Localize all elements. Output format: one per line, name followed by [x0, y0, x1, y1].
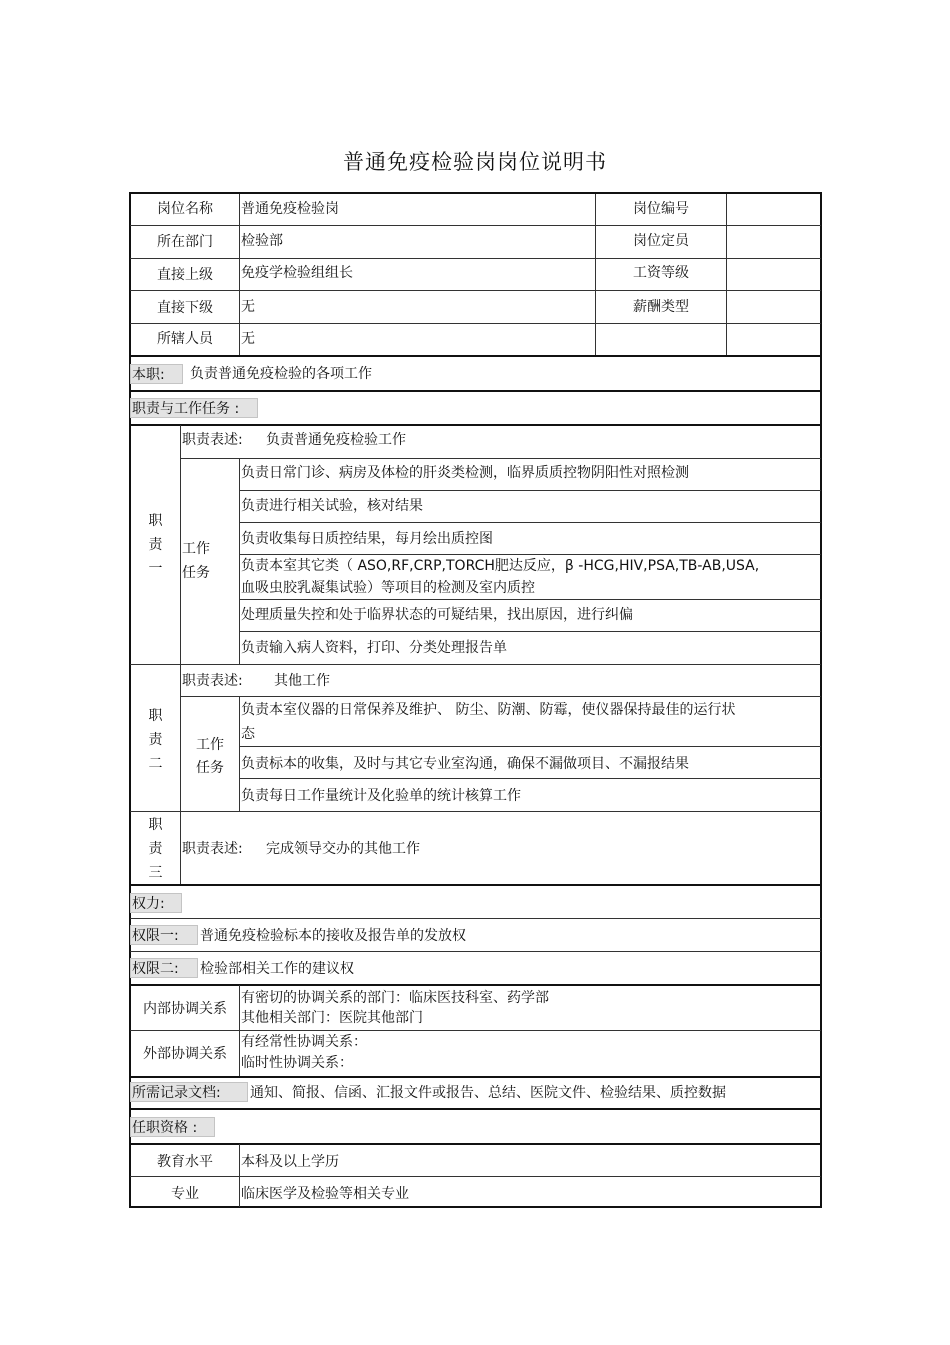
pay-type-label: 薪酬类型	[633, 299, 689, 315]
duty2-task-label-1: 工作	[196, 737, 224, 753]
power-label: 权力:	[130, 893, 182, 913]
position-name-value: 普通免疫检验岗	[241, 201, 339, 217]
duty1-task-2: 负责进行相关试验，核对结果	[241, 498, 423, 514]
duty2-char-3: 二	[148, 756, 163, 772]
duty1-task-4-cont: 血吸虫胶乳凝集试验）等项目的检测及室内质控	[241, 580, 535, 596]
internal-coord-line-1: 有密切的协调关系的部门：临床医技科室、药学部	[241, 990, 549, 1006]
main-duty-label: 本职:	[130, 364, 183, 384]
duty2-desc-label: 职责表述:	[182, 673, 243, 689]
major-label: 专业	[171, 1186, 199, 1202]
power1-label: 权限一:	[130, 925, 198, 945]
duty1-task-label-2: 任务	[182, 565, 210, 581]
major-value: 临床医学及检验等相关专业	[241, 1186, 409, 1202]
records-label: 所需记录文档:	[130, 1082, 248, 1102]
subordinate-label: 直接下级	[157, 300, 213, 316]
subordinate-value: 无	[241, 299, 255, 315]
duty2-char-1: 职	[148, 708, 163, 724]
duty2-desc: 其他工作	[274, 673, 330, 689]
education-value: 本科及以上学历	[241, 1154, 339, 1170]
main-duty-value: 负责普通免疫检验的各项工作	[190, 366, 372, 382]
duty3-desc-label: 职责表述:	[182, 841, 243, 857]
duty3-desc: 完成领导交办的其他工作	[266, 841, 420, 857]
duty1-task-1: 负责日常门诊、病房及体检的肝炎类检测，临界质质控物阴阳性对照检测	[241, 465, 689, 481]
department-label: 所在部门	[157, 234, 213, 250]
records-value: 通知、简报、信函、汇报文件或报告、总结、医院文件、检验结果、质控数据	[250, 1085, 726, 1101]
position-number-label: 岗位编号	[633, 201, 689, 217]
duty1-desc: 负责普通免疫检验工作	[266, 432, 406, 448]
duty2-char-2: 责	[148, 732, 163, 748]
duty1-task-label-1: 工作	[182, 541, 210, 557]
internal-coord-label: 内部协调关系	[143, 1001, 227, 1017]
external-coord-label: 外部协调关系	[143, 1046, 227, 1062]
duty1-char-1: 职	[148, 513, 163, 529]
department-value: 检验部	[241, 233, 283, 249]
headcount-label: 岗位定员	[633, 233, 689, 249]
duty3-char-3: 三	[148, 865, 163, 881]
duty2-task-3: 负责每日工作量统计及化验单的统计核算工作	[241, 788, 521, 804]
duty1-desc-label: 职责表述:	[182, 432, 243, 448]
power2-value: 检验部相关工作的建议权	[200, 961, 354, 977]
power1-value: 普通免疫检验标本的接收及报告单的发放权	[200, 928, 466, 944]
duty1-char-2: 责	[148, 537, 163, 553]
internal-coord-line-2: 其他相关部门：医院其他部门	[241, 1010, 423, 1026]
duty1-task-5: 处理质量失控和处于临界状态的可疑结果，找出原因，进行纠偏	[241, 607, 633, 623]
staff-value: 无	[241, 331, 255, 347]
staff-label: 所辖人员	[157, 331, 213, 347]
duty3-char-1: 职	[148, 817, 163, 833]
salary-grade-label: 工资等级	[633, 265, 689, 281]
education-label: 教育水平	[157, 1154, 213, 1170]
power2-label: 权限二:	[130, 958, 198, 978]
page-title: 普通免疫检验岗岗位说明书	[343, 150, 607, 174]
external-coord-line-1: 有经常性协调关系：	[241, 1034, 367, 1050]
duty2-task-2: 负责标本的收集，及时与其它专业室沟通，确保不漏做项目、不漏报结果	[241, 756, 689, 772]
qualification-label: 任职资格 :	[130, 1117, 215, 1137]
external-coord-line-2: 临时性协调关系：	[241, 1055, 353, 1071]
duty3-char-2: 责	[148, 841, 163, 857]
duty1-task-6: 负责输入病人资料，打印、分类处理报告单	[241, 640, 507, 656]
duty1-char-3: 一	[148, 561, 163, 577]
duty2-task-1-cont: 态	[241, 726, 255, 742]
duty2-task-label-2: 任务	[196, 760, 224, 776]
supervisor-label: 直接上级	[157, 267, 213, 283]
duty1-task-3: 负责收集每日质控结果，每月绘出质控图	[241, 531, 493, 547]
duty1-task-4: 负责本室其它类（ ASO,RF,CRP,TORCH肥达反应，β -HCG,HIV,PSA,TB-AB,USA,	[241, 558, 760, 574]
position-name-label: 岗位名称	[157, 201, 213, 217]
supervisor-value: 免疫学检验组组长	[241, 265, 353, 281]
duties-section-label: 职责与工作任务 :	[130, 398, 258, 418]
duty2-task-1: 负责本室仪器的日常保养及维护、 防尘、防潮、防霉，使仪器保持最佳的运行状	[241, 702, 736, 718]
